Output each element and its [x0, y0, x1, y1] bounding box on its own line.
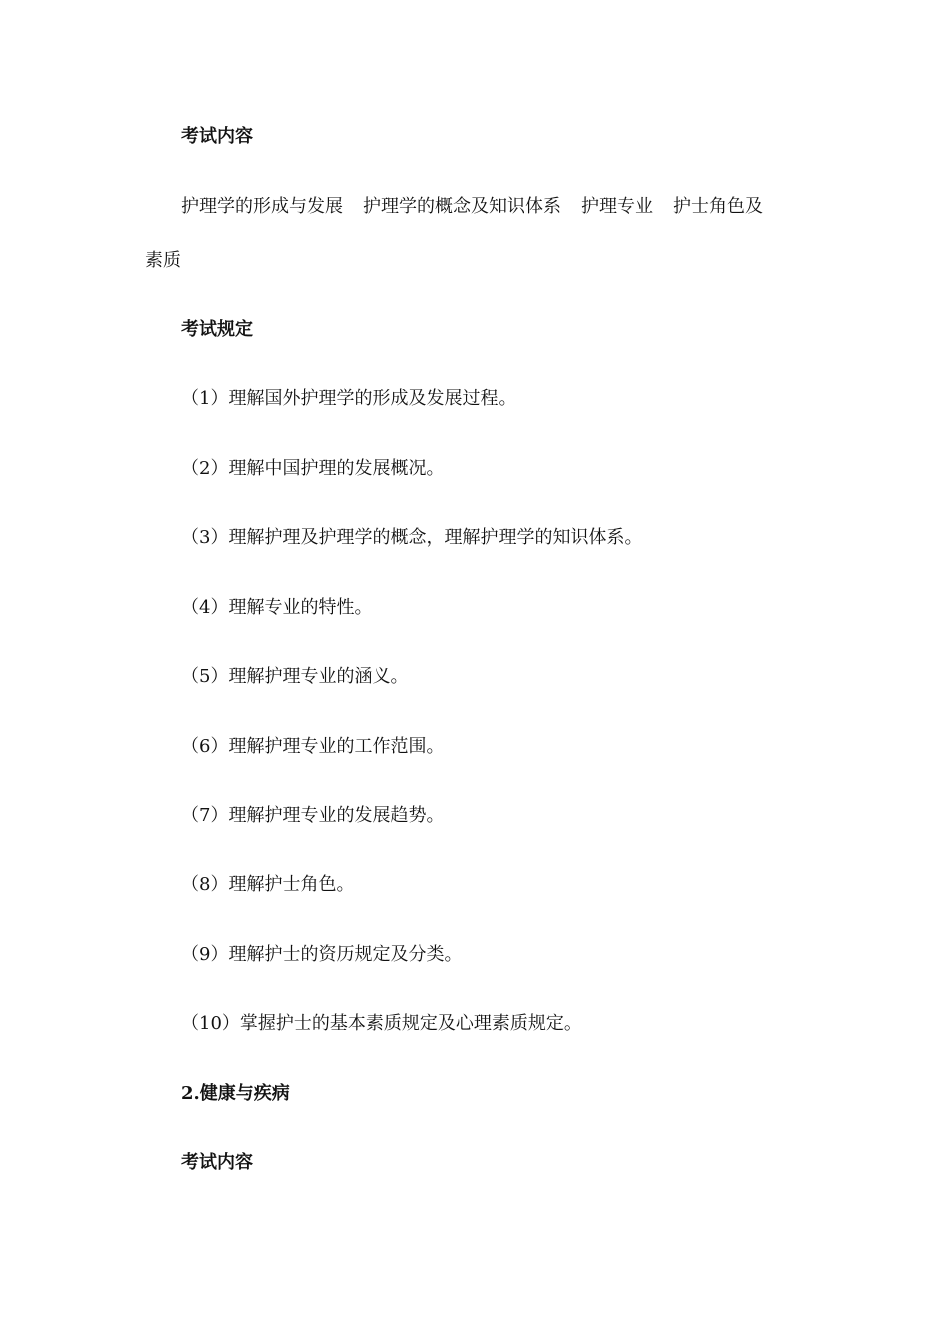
requirement-item: （7）理解护理专业的发展趋势。	[181, 805, 445, 826]
requirement-item: （2）理解中国护理的发展概况。	[181, 458, 445, 479]
requirement-item: （8）理解护士角色。	[181, 874, 355, 895]
requirement-item: （3）理解护理及护理学的概念，理解护理学的知识体系。	[181, 527, 643, 548]
requirement-item: （5）理解护理专业的涵义。	[181, 666, 409, 687]
content-item: 护理学的形成与发展	[181, 196, 343, 217]
requirement-item: （10）掌握护士的基本素质规定及心理素质规定。	[181, 1013, 582, 1034]
requirement-item: （6）理解护理专业的工作范围。	[181, 736, 445, 757]
requirements-heading: 考试规定	[181, 319, 253, 340]
content-heading: 考试内容	[181, 126, 253, 147]
content-paragraph-continuation: 素质	[145, 250, 181, 271]
content-item: 护士角色及	[673, 196, 763, 217]
requirement-item: （4）理解专业的特性。	[181, 597, 373, 618]
content-paragraph	[181, 195, 763, 219]
section-title: 2.健康与疾病	[181, 1083, 290, 1104]
requirement-item: （9）理解护士的资历规定及分类。	[181, 944, 463, 965]
content-heading: 考试内容	[181, 1152, 253, 1173]
requirement-item: （1）理解国外护理学的形成及发展过程。	[181, 388, 517, 409]
content-item: 护理专业	[581, 196, 653, 217]
content-item: 护理学的概念及知识体系	[363, 196, 561, 217]
